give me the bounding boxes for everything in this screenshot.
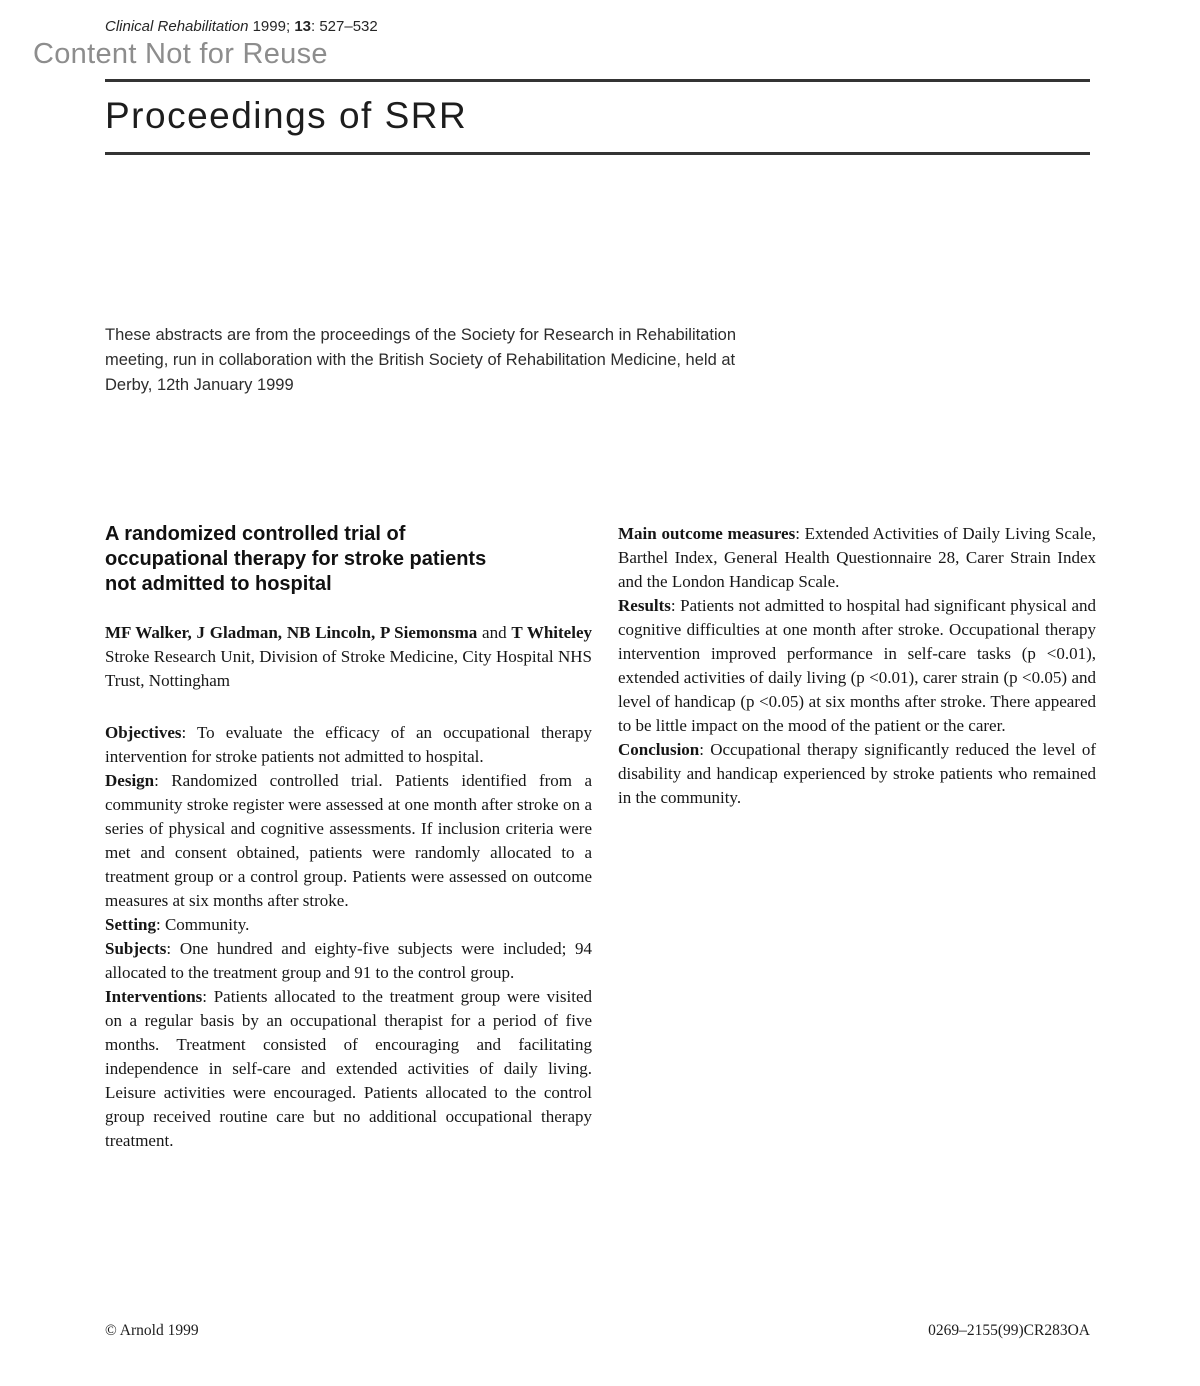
- section-conclusion: [618, 738, 1096, 810]
- section-label: Interventions: [105, 987, 203, 1006]
- section-label: Design: [105, 771, 155, 790]
- authors-names-2: T Whiteley: [511, 623, 592, 642]
- intro-paragraph: These abstracts are from the proceedings of the Society for Research in Rehabilitation meeting, run in collaboration with the British Society of Rehabilitation Medicine, held at Derby, 12th January 1999: [105, 326, 736, 394]
- journal-year: 1999;: [252, 18, 291, 35]
- section-results: [618, 594, 1096, 738]
- section-main-outcome-measures: [618, 522, 1096, 594]
- journal-citation: [0, 0, 1200, 35]
- section-text: : One hundred and eighty-five subjects were included; 94 allocated to the treatment group and 91 to the control group.: [105, 939, 592, 982]
- right-column: [618, 522, 1096, 1153]
- section-subjects: [105, 937, 592, 985]
- authors-names-1: MF Walker, J Gladman, NB Lincoln, P Siemonsma: [105, 623, 478, 642]
- section-text: : To evaluate the efficacy of an occupational therapy intervention for stroke patients not admitted to hospital.: [105, 723, 592, 766]
- journal-name: Clinical Rehabilitation: [105, 18, 249, 35]
- copyright-notice: © Arnold 1999: [105, 1322, 199, 1339]
- abstract-authors: [105, 621, 592, 693]
- abstract-columns: [105, 522, 1096, 1153]
- section-objectives: [105, 721, 592, 769]
- section-text: : Patients allocated to the treatment group were visited on a regular basis by an occupational therapist for a period of five months. Treatment consisted of encouraging and facilitating independence in self-care and extended activities of daily living. Leisure activities were encouraged. Patients allocated to the control group received routine care but no additional occupational therapy treatment.: [105, 987, 592, 1150]
- authors-affiliation: Stroke Research Unit, Division of Stroke Medicine, City Hospital NHS Trust, Nottingham: [105, 647, 592, 690]
- page-footer: [105, 1322, 1090, 1340]
- abstract-title: A randomized controlled trial of occupational therapy for stroke patients not admitted to hospital: [105, 523, 487, 595]
- section-text: : Community.: [156, 915, 250, 934]
- section-label: Objectives: [105, 723, 182, 742]
- section-label: Setting: [105, 915, 156, 934]
- section-design: [105, 769, 592, 913]
- divider-bottom: [105, 152, 1090, 155]
- section-label: Subjects: [105, 939, 167, 958]
- section-text: : Randomized controlled trial. Patients identified from a community stroke register were assessed at one month after stroke on a series of physical and cognitive assessments. If inclusion criteria were met and consent obtained, patients were randomly allocated to a treatment group or a control group. Patients were assessed on outcome measures at six months after stroke.: [105, 771, 592, 910]
- section-setting: [105, 913, 592, 937]
- divider-top: [105, 79, 1090, 82]
- left-column: [105, 522, 592, 1153]
- section-text: : Occupational therapy significantly reduced the level of disability and handicap experienced by stroke patients who remained in the community.: [618, 740, 1096, 807]
- section-text: : Extended Activities of Daily Living Scale, Barthel Index, General Health Questionnaire 28, Carer Strain Index and the London Handicap Scale.: [618, 524, 1096, 591]
- watermark-text: Content Not for Reuse: [33, 38, 328, 70]
- article-code: 0269–2155(99)CR283OA: [928, 1322, 1090, 1339]
- section-label: Conclusion: [618, 740, 700, 759]
- section-text: : Patients not admitted to hospital had significant physical and cognitive difficulties at one month after stroke. Occupational therapy intervention improved performance in self-care tasks (p <0.01), extended activities of daily living (p <0.01), carer strain (p <0.05) and level of handicap (p <0.05) at six months after stroke. There appeared to be little impact on the mood of the patient or the carer.: [618, 596, 1096, 735]
- section-label: Main outcome measures: [618, 524, 796, 543]
- section-interventions: [105, 985, 592, 1153]
- authors-conjunction: and: [482, 623, 507, 642]
- page-title: Proceedings of SRR: [105, 95, 468, 136]
- journal-volume: 13: [294, 18, 311, 35]
- section-label: Results: [618, 596, 671, 615]
- journal-pages: : 527–532: [311, 18, 378, 35]
